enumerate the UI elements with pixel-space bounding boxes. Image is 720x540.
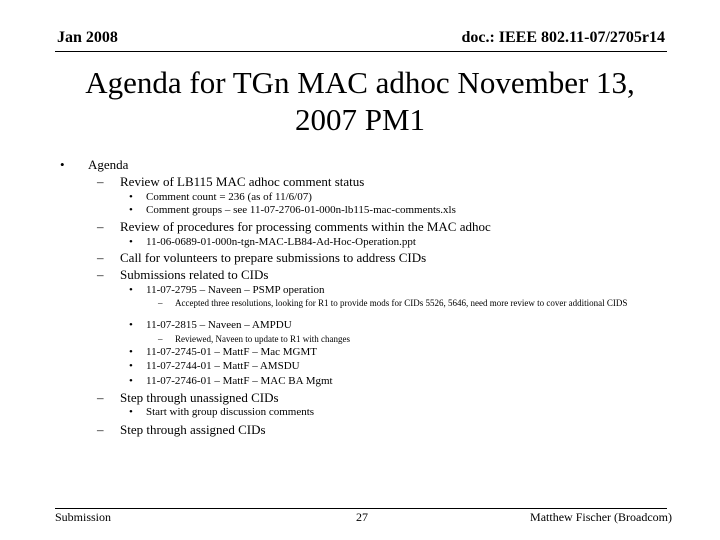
item-call-volunteers: Call for volunteers to prepare submissions to address CIDs: [120, 250, 427, 265]
item-review-lb115: Review of LB115 MAC adhoc comment status: [120, 174, 365, 189]
bullet-icon: •: [129, 375, 133, 387]
bullet-icon: •: [129, 360, 133, 372]
bullet-icon: •: [129, 284, 133, 296]
dash-icon: –: [97, 174, 104, 189]
bullet-icon: •: [129, 204, 133, 216]
header-date: Jan 2008: [57, 29, 118, 46]
item-unassigned-note: Start with group discussion comments: [146, 406, 315, 418]
bullet-icon: •: [60, 157, 65, 172]
footer-author: Matthew Fischer (Broadcom): [530, 510, 672, 524]
dash-icon: –: [97, 219, 104, 234]
dash-icon: –: [158, 334, 163, 344]
bullet-icon: •: [129, 319, 133, 331]
item-sub-2744: 11-07-2744-01 – MattF – AMSDU: [146, 360, 300, 372]
dash-icon: –: [97, 390, 104, 405]
agenda-heading: Agenda: [88, 157, 129, 172]
bullet-icon: •: [129, 406, 133, 418]
header-doc-id: doc.: IEEE 802.11-07/2705r14: [461, 29, 665, 46]
slide-title-line-1: Agenda for TGn MAC adhoc November 13,: [85, 65, 635, 100]
dash-icon: –: [97, 250, 104, 265]
item-assigned: Step through assigned CIDs: [120, 422, 266, 437]
item-submissions: Submissions related to CIDs: [120, 267, 269, 282]
dash-icon: –: [158, 298, 163, 308]
item-sub-2815: 11-07-2815 – Naveen – AMPDU: [146, 319, 292, 331]
item-sub-2745: 11-07-2745-01 – MattF – Mac MGMT: [146, 346, 317, 358]
dash-icon: –: [97, 267, 104, 282]
bullet-icon: •: [129, 236, 133, 248]
footer-submission: Submission: [55, 510, 112, 524]
footer-rule: [55, 508, 667, 509]
item-unassigned: Step through unassigned CIDs: [120, 390, 279, 405]
item-review-procedures: Review of procedures for processing comments within the MAC adhoc: [120, 219, 491, 234]
item-sub-2815-note: Reviewed, Naveen to update to R1 with changes: [175, 334, 350, 344]
item-comment-groups: Comment groups – see 11-07-2706-01-000n-lb115-mac-comments.xls: [146, 204, 456, 216]
bullet-icon: •: [129, 191, 133, 203]
slide-title-line-2: 2007 PM1: [294, 102, 426, 137]
dash-icon: –: [97, 422, 104, 437]
item-sub-2795-note: Accepted three resolutions, looking for R1 to provide mods for CIDs 5526, 5646, need more review to cover additional CIDS: [175, 298, 628, 308]
footer-page-number: 27: [356, 510, 368, 524]
item-operation-doc: 11-06-0689-01-000n-tgn-MAC-LB84-Ad-Hoc-Operation.ppt: [146, 236, 416, 248]
bullet-icon: •: [129, 346, 133, 358]
item-sub-2746: 11-07-2746-01 – MattF – MAC BA Mgmt: [146, 375, 333, 387]
item-sub-2795: 11-07-2795 – Naveen – PSMP operation: [146, 284, 325, 296]
item-comment-count: Comment count = 236 (as of 11/6/07): [146, 191, 312, 203]
